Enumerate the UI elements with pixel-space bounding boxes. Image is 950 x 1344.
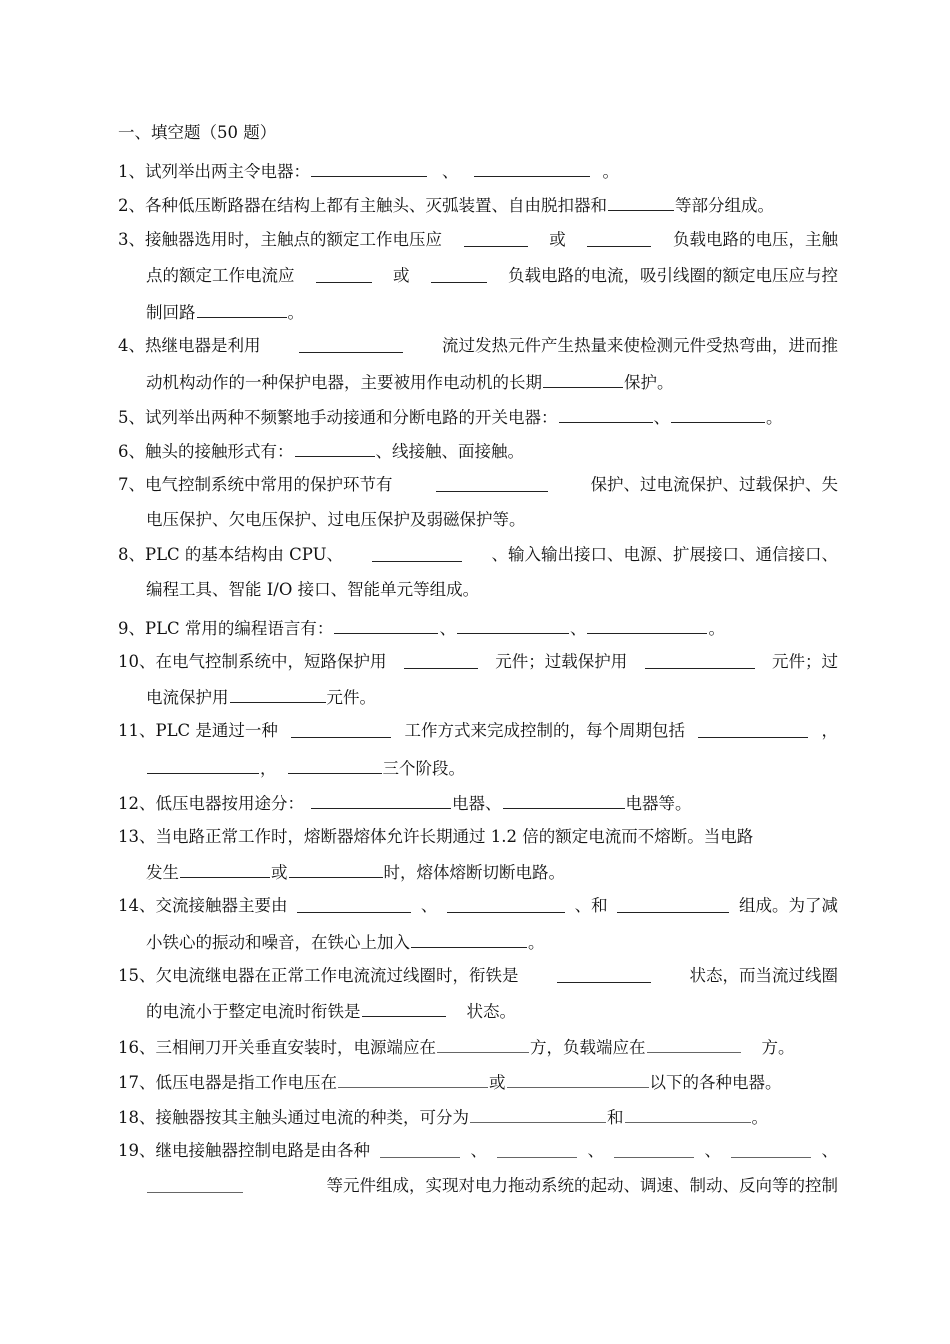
question-19: 19、继电接触器控制电路是由各种 、 、 、 、 <box>118 1141 838 1160</box>
answer-blank[interactable] <box>457 615 569 634</box>
question-4-line-2: 动机构动作的一种保护电器，主要被用作电动机的长期 保护。 <box>146 369 838 393</box>
answer-blank[interactable] <box>289 859 383 878</box>
answer-blank[interactable] <box>295 438 375 457</box>
question-14-line-2: 小铁心的振动和噪音，在铁心上加入 。 <box>146 929 838 953</box>
question-1: 1、试列举出两主令电器： 、 。 <box>118 158 838 182</box>
question-19-line-2: 等元件组成，实现对电力拖动系统的起动、调速、制动、反向等的控制 <box>146 1174 838 1198</box>
question-6: 6、触头的接触形式有： 、线接触、面接触。 <box>118 438 838 462</box>
answer-blank[interactable] <box>380 1139 460 1158</box>
answer-blank[interactable] <box>311 790 451 809</box>
answer-blank[interactable] <box>437 1034 529 1053</box>
answer-blank[interactable] <box>614 1139 694 1158</box>
answer-blank[interactable] <box>372 543 462 562</box>
answer-blank[interactable] <box>147 755 259 774</box>
question-17: 17、低压电器是指工作电压在 或 以下的各种电器。 <box>118 1069 838 1093</box>
answer-blank[interactable] <box>362 998 446 1017</box>
answer-blank[interactable] <box>299 334 403 353</box>
question-8-line-2: 编程工具、智能 I/O 接口、智能单元等组成。 <box>146 580 480 599</box>
question-8: 8、PLC 的基本结构由 CPU、 、输入输出接口、电源、扩展接口、通信接口、 <box>118 545 838 564</box>
answer-blank[interactable] <box>543 369 623 388</box>
question-10-line-2: 电流保护用 元件。 <box>146 684 838 708</box>
question-7-line-2: 电压保护、欠电压保护、过电压保护及弱磁保护等。 <box>146 510 526 529</box>
question-14: 14、交流接触器主要由 、 、和 组成。为了减 <box>118 896 838 915</box>
question-11-line-2: ， 三个阶段。 <box>146 755 838 779</box>
question-13-line-2: 发生 或 时，熔体熔断切断电路。 <box>146 859 838 883</box>
answer-blank[interactable] <box>647 1034 741 1053</box>
answer-blank[interactable] <box>230 684 326 703</box>
answer-blank[interactable] <box>447 894 565 913</box>
answer-blank[interactable] <box>334 615 438 634</box>
answer-blank[interactable] <box>507 1069 649 1088</box>
answer-blank[interactable] <box>316 264 372 283</box>
question-4: 4、热继电器是利用 流过发热元件产生热量来使检测元件受热弯曲，进而推 <box>118 336 838 355</box>
answer-blank[interactable] <box>698 719 808 738</box>
answer-blank[interactable] <box>587 615 707 634</box>
answer-blank[interactable] <box>197 299 287 318</box>
question-12: 12、低压电器按用途分： 电器、 电器等。 <box>118 790 838 814</box>
answer-blank[interactable] <box>411 929 527 948</box>
answer-blank[interactable] <box>557 964 651 983</box>
answer-blank[interactable] <box>587 228 651 247</box>
answer-blank[interactable] <box>625 1104 751 1123</box>
question-11: 11、PLC 是通过一种 工作方式来完成控制的，每个周期包括 ， <box>118 721 838 740</box>
question-5: 5、试列举出两种不频繁地手动接通和分断电路的开关电器： 、 。 <box>118 404 838 428</box>
answer-blank[interactable] <box>291 719 391 738</box>
section-title: 一、填空题（50 题） <box>118 123 277 142</box>
question-15-line-2: 的电流小于整定电流时衔铁是 状态。 <box>146 998 838 1022</box>
question-3-line-2: 点的额定工作电流应 或 负载电路的电流，吸引线圈的额定电压应与控 <box>146 266 838 285</box>
answer-blank[interactable] <box>180 859 270 878</box>
answer-blank[interactable] <box>464 228 528 247</box>
question-18: 18、接触器按其主触头通过电流的种类，可分为 和 。 <box>118 1104 838 1128</box>
question-13: 13、当电路正常工作时，熔断器熔体允许长期通过 1.2 倍的额定电流而不熔断。当电路 <box>118 827 754 846</box>
answer-blank[interactable] <box>497 1139 577 1158</box>
answer-blank[interactable] <box>436 473 548 492</box>
question-3: 3、接触器选用时，主触点的额定工作电压应 或 负载电路的电压，主触 <box>118 230 838 249</box>
question-2: 2、各种低压断路器在结构上都有主触头、灭弧装置、自由脱扣器和 等部分组成。 <box>118 192 838 216</box>
question-15: 15、欠电流继电器在正常工作电流流过线圈时，衔铁是 状态，而当流过线圈 <box>118 966 838 985</box>
answer-blank[interactable] <box>288 755 382 774</box>
answer-blank[interactable] <box>559 404 653 423</box>
answer-blank[interactable] <box>311 158 427 177</box>
answer-blank[interactable] <box>671 404 765 423</box>
answer-blank[interactable] <box>731 1139 811 1158</box>
question-16: 16、三相闸刀开关垂直安装时，电源端应在 方，负载端应在 方。 <box>118 1034 838 1058</box>
answer-blank[interactable] <box>470 1104 606 1123</box>
answer-blank[interactable] <box>404 650 478 669</box>
answer-blank[interactable] <box>297 894 411 913</box>
answer-blank[interactable] <box>645 650 755 669</box>
answer-blank[interactable] <box>617 894 729 913</box>
answer-blank[interactable] <box>503 790 625 809</box>
answer-blank[interactable] <box>338 1069 488 1088</box>
question-10: 10、在电气控制系统中，短路保护用 元件；过载保护用 元件；过 <box>118 652 838 671</box>
question-7: 7、电气控制系统中常用的保护环节有 保护、过电流保护、过载保护、失 <box>118 475 838 494</box>
answer-blank[interactable] <box>474 158 590 177</box>
question-3-line-3: 制回路 。 <box>146 299 838 323</box>
answer-blank[interactable] <box>431 264 487 283</box>
question-9: 9、PLC 常用的编程语言有： 、 、 。 <box>118 615 838 639</box>
answer-blank[interactable] <box>147 1174 243 1193</box>
answer-blank[interactable] <box>608 192 674 211</box>
